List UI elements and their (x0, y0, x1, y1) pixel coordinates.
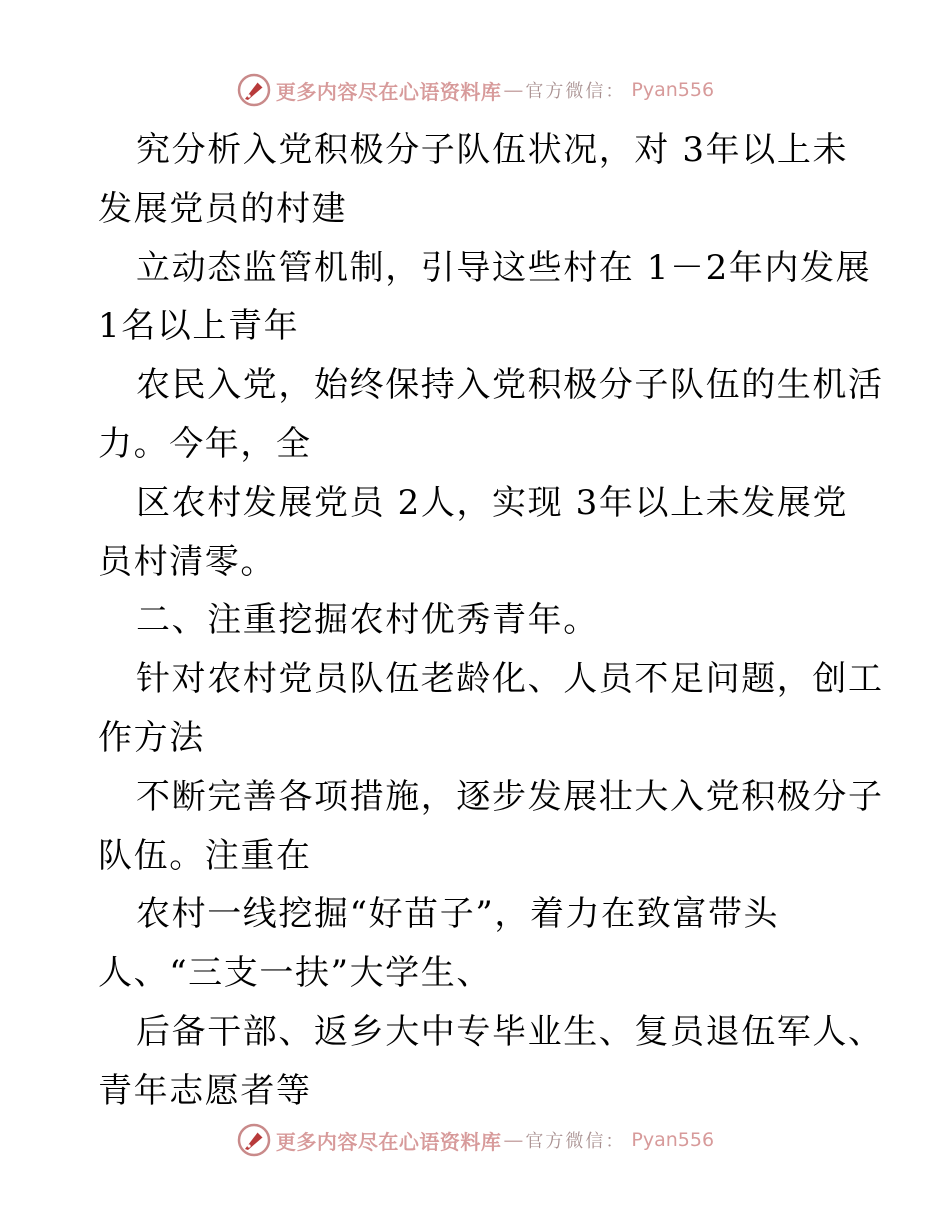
watermark-wechat-label: 官方微信： (525, 1131, 626, 1152)
text-line: 农民入党，始终保持入党积极分子队伍的生机活 (136, 365, 884, 406)
watermark-dash: — (503, 1128, 524, 1152)
text-line: 立动态监管机制，引导这些村在 1－2年内发展 (136, 247, 872, 288)
pen-nib-logo-icon (236, 72, 272, 108)
text-line: 农村一线挖掘“好苗子”，着力在致富带头 (136, 894, 780, 935)
watermark-wechat-label: 官方微信： (525, 81, 626, 102)
watermark-main-text: 更多内容尽在心语资料库 (275, 79, 502, 104)
watermark-main-text: 更多内容尽在心语资料库 (275, 1129, 502, 1154)
text-line: 队伍。注重在 (98, 835, 312, 876)
text-line: 人、“三支一扶”大学生、 (98, 953, 492, 994)
text-line: 青年志愿者等 (98, 1070, 312, 1111)
text-line: 员村清零。 (98, 541, 276, 582)
section-heading: 二、注重挖掘农村优秀青年。 (136, 600, 599, 641)
header-watermark (0, 70, 950, 110)
watermark-wechat-id: Pyan556 (631, 1129, 715, 1151)
watermark-wechat-id: Pyan556 (631, 79, 715, 101)
document-body (98, 121, 884, 1121)
text-line: 区农村发展党员 2人，实现 3年以上未发展党 (136, 482, 849, 523)
text-line: 作方法 (98, 717, 205, 758)
footer-watermark (0, 1120, 950, 1160)
text-line: 究分析入党积极分子队伍状况，对 3年以上未 (136, 130, 849, 170)
text-line: 1名以上青年 (98, 306, 300, 347)
watermark-dash: — (503, 78, 524, 102)
text-line: 不断完善各项措施，逐步发展壮大入党积极分子 (136, 776, 884, 817)
text-line: 针对农村党员队伍老龄化、人员不足问题，创工 (136, 659, 884, 700)
text-line: 后备干部、返乡大中专毕业生、复员退伍军人、 (136, 1011, 884, 1052)
text-line: 发展党员的村建 (98, 188, 348, 229)
pen-nib-logo-icon (236, 1122, 272, 1158)
text-line: 力。今年，全 (98, 423, 312, 464)
